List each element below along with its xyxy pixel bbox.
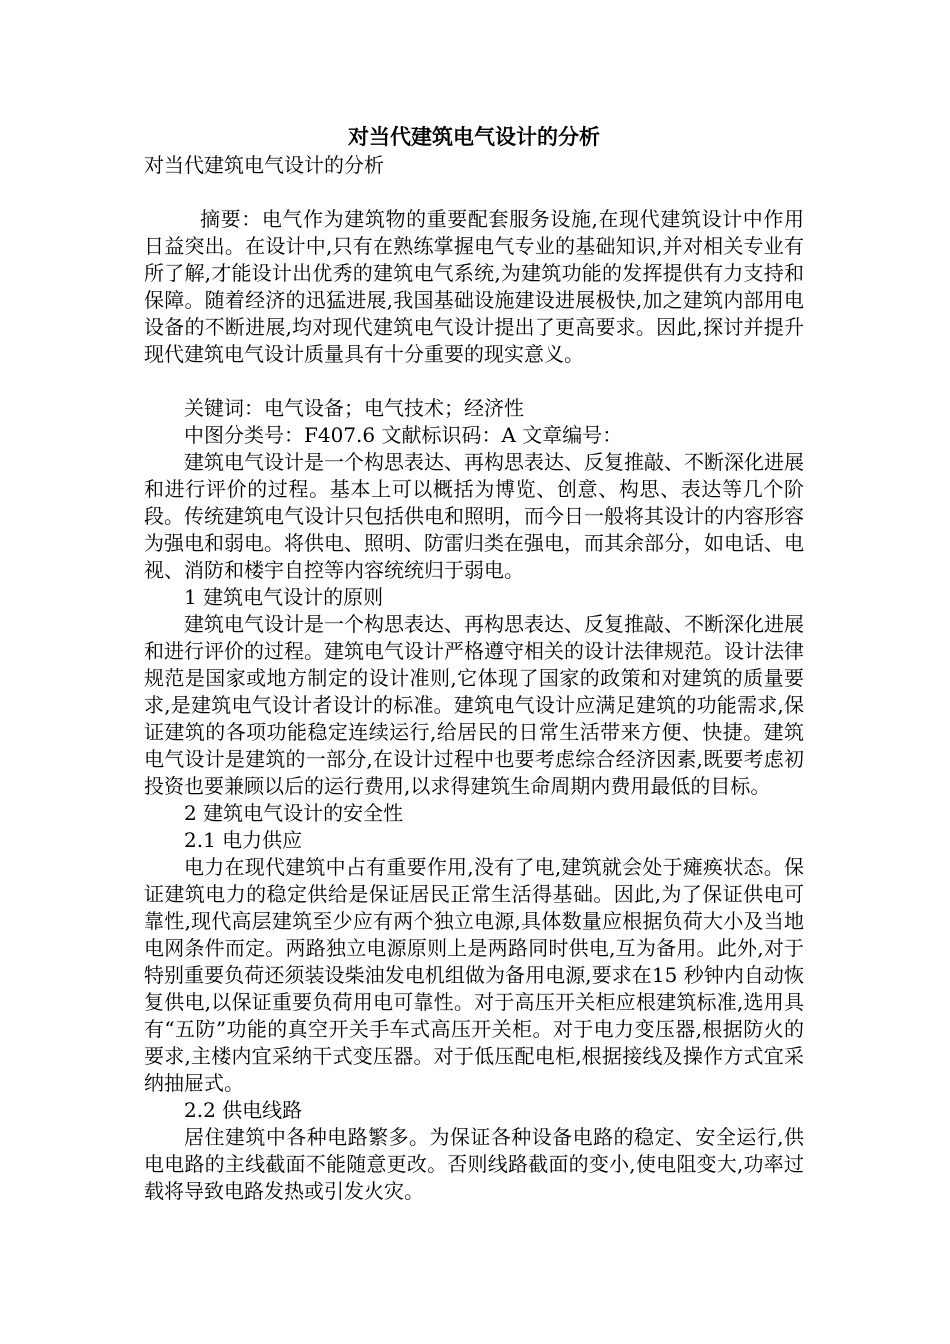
document-subtitle: 对当代建筑电气设计的分析 (144, 153, 384, 177)
section-1-paragraph: 建筑电气设计是一个构思表达、再构思表达、反复推敲、不断深化进展和进行评价的过程。建筑电气设计严格遵守相关的设计法律规范。设计法律规范是国家或地方制定的设计准则,它体现了国家的政策和对建筑的质量要求,是建筑电气设计者设计的标准。建筑电气设计应满足建筑的功能需求,保证建筑的各项功能稳定连续运行,给居民的日常生活带来方便、快捷。建筑电气设计是建筑的一部分,在设计过程中也要考虑综合经济因素,既要考虑初投资也要兼顾以后的运行费用,以求得建筑生命周期内费用最低的目标。 (144, 612, 804, 798)
section-2-2-heading: 2.2 供电线路 (184, 1098, 303, 1122)
section-2-heading: 2 建筑电气设计的安全性 (184, 801, 404, 825)
section-2-1-paragraph: 电力在现代建筑中占有重要作用,没有了电,建筑就会处于瘫痪状态。保证建筑电力的稳定供给是保证居民正常生活得基础。因此,为了保证供电可靠性,现代高层建筑至少应有两个独立电源,具体数量应根据负荷大小及当地电网条件而定。两路独立电源原则上是两路同时供电,互为备用。此外,对于特别重要负荷还须装设柴油发电机组做为备用电源,要求在15 秒钟内自动恢复供电,以保证重要负荷用电可靠性。对于高压开关柜应根建筑标准,选用具有“五防”功能的真空开关手车式高压开关柜。对于电力变压器,根据防火的要求,主楼内宜采纳干式变压器。对于低压配电柜,根据接线及操作方式宜采纳抽屉式。 (144, 855, 804, 1095)
keywords-line: 关键词：电气设备；电气技术；经济性 (184, 396, 524, 420)
document-title: 对当代建筑电气设计的分析 (348, 125, 600, 149)
classification-line: 中图分类号：F407.6 文献标识码：A 文章编号： (184, 423, 623, 447)
abstract-paragraph: 摘要：电气作为建筑物的重要配套服务设施,在现代建筑设计中作用日益突出。在设计中,只有在熟练掌握电气专业的基础知识,并对相关专业有所了解,才能设计出优秀的建筑电气系统,为建筑功能的发挥提供有力支持和保障。随着经济的迅猛进展,我国基础设施建设进展极快,加之建筑内部用电设备的不断进展,均对现代建筑电气设计提出了更高要求。因此,探讨并提升现代建筑电气设计质量具有十分重要的现实意义。 (144, 207, 804, 366)
section-1-heading: 1 建筑电气设计的原则 (184, 585, 384, 609)
section-2-2-paragraph: 居住建筑中各种电路繁多。为保证各种设备电路的稳定、安全运行,供电电路的主线截面不能随意更改。否则线路截面的变小,使电阻变大,功率过载将导致电路发热或引发火灾。 (144, 1125, 804, 1203)
document-page (144, 122, 804, 1205)
intro-paragraph: 建筑电气设计是一个构思表达、再构思表达、反复推敲、不断深化进展和进行评价的过程。基本上可以概括为博览、创意、构思、表达等几个阶段。传统建筑电气设计只包括供电和照明，而今日一般将其设计的内容形容为强电和弱电。将供电、照明、防雷归类在强电，而其余部分，如电话、电视、消防和楼宇自控等内容统统归于弱电。 (144, 450, 804, 582)
section-2-1-heading: 2.1 电力供应 (184, 828, 303, 852)
